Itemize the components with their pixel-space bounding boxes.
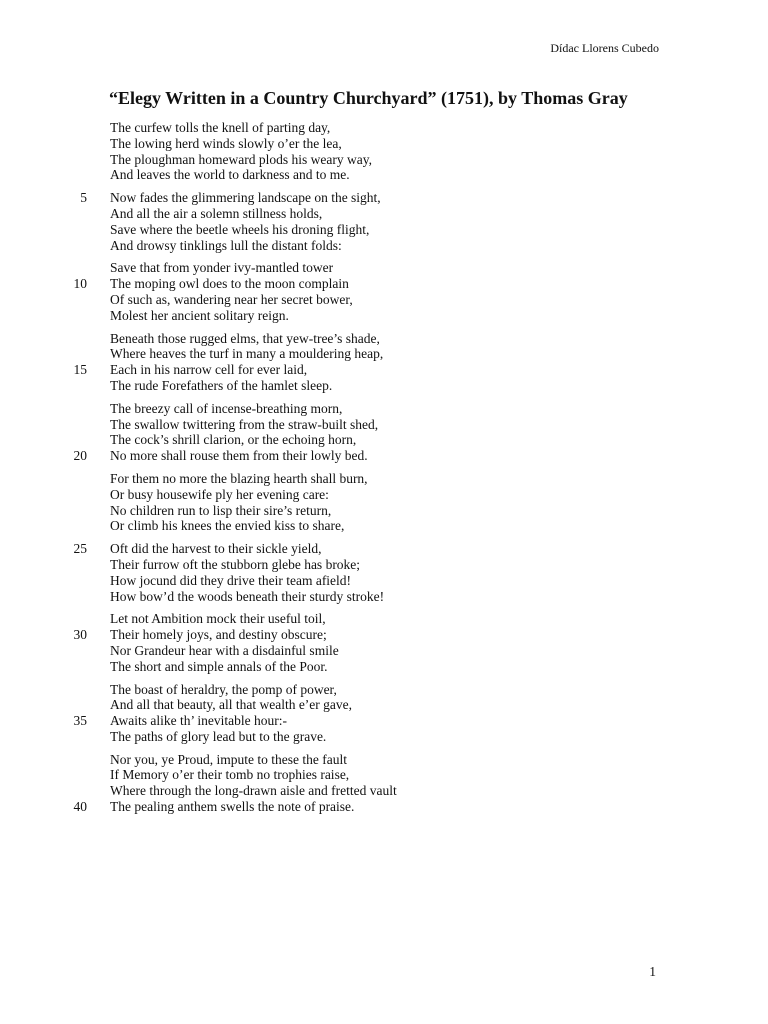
line-text: And drowsy tinklings lull the distant folds: [110, 237, 342, 253]
line-text: For them no more the blazing hearth shall burn, [110, 470, 368, 486]
line-text: Save that from yonder ivy-mantled tower [110, 260, 334, 276]
poem-line [0, 276, 768, 292]
page-title: “Elegy Written in a Country Churchyard” (1751), by Thomas Gray [109, 88, 628, 108]
line-text: The moping owl does to the moon complain [110, 276, 349, 292]
poem-line [0, 557, 768, 573]
line-number: 25 [73, 541, 87, 557]
line-text: Or climb his knees the envied kiss to share, [110, 518, 345, 534]
line-text: Their furrow oft the stubborn glebe has broke; [110, 556, 361, 572]
line-text: How bow’d the woods beneath their sturdy stroke! [110, 588, 385, 604]
poem-line [0, 378, 768, 394]
line-text: No children run to lisp their sire’s return, [110, 502, 332, 518]
line-text: Now fades the glimmering landscape on the sight, [110, 190, 381, 206]
poem-line [0, 346, 768, 362]
line-number: 35 [73, 713, 87, 729]
poem-line [0, 362, 768, 378]
poem-line [0, 659, 768, 675]
line-text: And leaves the world to darkness and to me. [110, 167, 350, 183]
poem-line [0, 292, 768, 308]
poem-line [0, 238, 768, 254]
stanza [0, 260, 768, 323]
line-number: 30 [73, 627, 87, 643]
poem-line [0, 401, 768, 417]
poem-line [0, 120, 768, 136]
line-number: 10 [73, 276, 87, 292]
line-text: Save where the beetle wheels his droning flight, [110, 221, 370, 237]
line-text: The boast of heraldry, the pomp of power, [110, 681, 337, 697]
stanza [0, 611, 768, 674]
poem-line [0, 682, 768, 698]
poem-line [0, 331, 768, 347]
poem-line [0, 783, 768, 799]
line-text: The pealing anthem swells the note of praise. [110, 799, 355, 815]
poem-line [0, 589, 768, 605]
line-text: The ploughman homeward plods his weary way, [110, 151, 372, 167]
line-text: Beneath those rugged elms, that yew-tree’s shade, [110, 330, 380, 346]
line-text: Each in his narrow cell for ever laid, [110, 362, 308, 378]
poem-line [0, 471, 768, 487]
poem-line [0, 518, 768, 534]
line-text: The short and simple annals of the Poor. [110, 658, 328, 674]
line-text: Awaits alike th’ inevitable hour:- [110, 713, 287, 729]
poem-line [0, 308, 768, 324]
line-text: Their homely joys, and destiny obscure; [110, 627, 327, 643]
line-text: Or busy housewife ply her evening care: [110, 486, 329, 502]
poem-line [0, 222, 768, 238]
poem-line [0, 206, 768, 222]
line-text: And all the air a solemn stillness holds, [110, 205, 323, 221]
poem-line [0, 260, 768, 276]
poem-body [0, 120, 768, 822]
line-text: The rude Forefathers of the hamlet sleep. [110, 377, 333, 393]
poem-line [0, 136, 768, 152]
line-text: Of such as, wandering near her secret bower, [110, 291, 353, 307]
line-number: 20 [73, 448, 87, 464]
poem-line [0, 573, 768, 589]
line-text: How jocund did they drive their team afield! [110, 572, 352, 588]
line-number: 40 [73, 799, 87, 815]
poem-line [0, 697, 768, 713]
line-text: If Memory o’er their tomb no trophies raise, [110, 767, 350, 783]
line-text: The breezy call of incense-breathing morn, [110, 400, 343, 416]
line-text: Where through the long-drawn aisle and fretted vault [110, 783, 397, 799]
stanza [0, 752, 768, 815]
line-text: Where heaves the turf in many a mouldering heap, [110, 346, 384, 362]
poem-line [0, 799, 768, 815]
line-text: And all that beauty, all that wealth e’er gave, [110, 697, 353, 713]
poem-line [0, 541, 768, 557]
poem-line [0, 643, 768, 659]
poem-line [0, 767, 768, 783]
line-text: Oft did the harvest to their sickle yield, [110, 541, 322, 557]
stanza [0, 682, 768, 745]
poem-line [0, 432, 768, 448]
stanza [0, 331, 768, 394]
stanza [0, 120, 768, 183]
poem-line [0, 752, 768, 768]
line-number: 5 [80, 190, 87, 206]
line-text: The paths of glory lead but to the grave. [110, 728, 327, 744]
line-text: The lowing herd winds slowly o’er the lea, [110, 135, 342, 151]
poem-line [0, 611, 768, 627]
line-text: No more shall rouse them from their lowly bed. [110, 448, 368, 464]
poem-line [0, 417, 768, 433]
line-text: The swallow twittering from the straw-built shed, [110, 416, 379, 432]
poem-line [0, 152, 768, 168]
line-text: The curfew tolls the knell of parting day, [110, 120, 331, 135]
line-text: Molest her ancient solitary reign. [110, 307, 289, 323]
line-text: Let not Ambition mock their useful toil, [110, 611, 326, 627]
poem-line [0, 627, 768, 643]
stanza [0, 401, 768, 464]
poem-line [0, 487, 768, 503]
line-text: Nor Grandeur hear with a disdainful smile [110, 642, 339, 658]
stanza [0, 471, 768, 534]
page-number: 1 [649, 964, 656, 979]
line-number: 15 [73, 362, 87, 378]
poem-line [0, 190, 768, 206]
poem-line [0, 713, 768, 729]
poem-line [0, 167, 768, 183]
stanza [0, 541, 768, 604]
poem-line [0, 729, 768, 745]
stanza [0, 190, 768, 253]
header-author: Dídac Llorens Cubedo [550, 41, 659, 55]
poem-line [0, 448, 768, 464]
poem-line [0, 503, 768, 519]
line-text: Nor you, ye Proud, impute to these the fault [110, 751, 347, 767]
line-text: The cock’s shrill clarion, or the echoing horn, [110, 432, 357, 448]
